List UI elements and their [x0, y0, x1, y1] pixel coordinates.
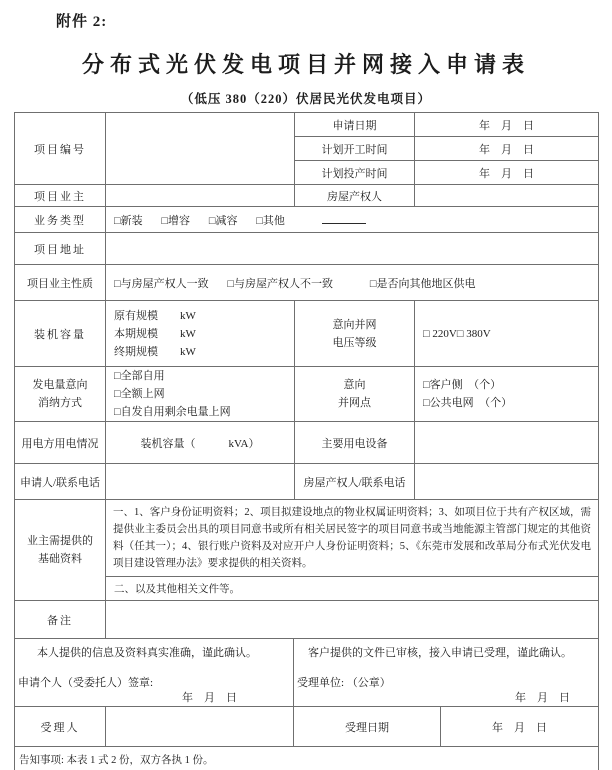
materials-label-line1: 业主需提供的: [27, 535, 93, 547]
final-scale-line[interactable]: 终期规模 kW: [114, 345, 196, 358]
house-owner-phone-label: 房屋产权人/联系电话: [295, 464, 415, 500]
original-scale-line[interactable]: 原有规模 kW: [114, 309, 196, 322]
checkbox-same-as-house-owner[interactable]: □与房屋产权人一致: [114, 277, 209, 290]
plan-production-field[interactable]: 年 月 日: [415, 161, 599, 185]
owner-nature-label: 项目业主性质: [15, 265, 106, 301]
consumption-options: [106, 367, 295, 422]
applicant-confirmation-cell: [15, 639, 294, 707]
acceptor-label: 受理人: [15, 707, 106, 747]
checkbox-all-self-use[interactable]: □全部自用: [114, 370, 165, 382]
grid-point-label-line2: 并网点: [338, 397, 371, 409]
voltage-level-label: [295, 301, 415, 367]
applicant-phone-field[interactable]: [106, 464, 295, 500]
project-owner-label: 项目业主: [15, 185, 106, 207]
checkbox-customer-side[interactable]: □客户侧 （个）: [423, 379, 502, 391]
checkbox-supply-other-area[interactable]: □是否向其他地区供电: [369, 277, 476, 290]
other-blank-line[interactable]: [322, 212, 366, 224]
acceptance-sign-date[interactable]: 年 月 日: [515, 692, 570, 704]
apply-date-label: 申请日期: [295, 113, 415, 137]
checkbox-capacity-decrease[interactable]: □减容: [208, 214, 238, 227]
voltage-label-line1: 意向并网: [332, 318, 377, 331]
acceptance-statement: 客户提供的文件已审核，接入申请已受理，谨此确认。: [308, 647, 572, 659]
checkbox-other[interactable]: □其他: [256, 214, 285, 227]
business-type-label: 业务类型: [15, 207, 106, 233]
checkbox-all-to-grid[interactable]: □全额上网: [114, 388, 165, 400]
project-address-field[interactable]: [106, 233, 599, 265]
applicant-statement: 本人提供的信息及资料真实准确，谨此确认。: [37, 647, 257, 659]
acceptor-section: [14, 706, 599, 747]
checkbox-capacity-increase[interactable]: □增容: [161, 214, 191, 227]
project-address-label: 项目地址: [15, 233, 106, 265]
remark-label: 备注: [15, 601, 106, 639]
consumption-label-line2: 消纳方式: [38, 397, 82, 409]
installed-capacity-fields[interactable]: [106, 301, 295, 367]
application-form-table: [14, 112, 598, 770]
plan-start-label: 计划开工时间: [295, 137, 415, 161]
acceptance-date-field[interactable]: 年 月 日: [441, 707, 599, 747]
plan-start-field[interactable]: 年 月 日: [415, 137, 599, 161]
plan-production-label: 计划投产时间: [295, 161, 415, 185]
house-owner-label: 房屋产权人: [295, 185, 415, 207]
checkbox-self-use-surplus-to-grid[interactable]: □自发自用剩余电量上网: [114, 406, 231, 418]
checkbox-new-install[interactable]: □新装: [114, 214, 143, 227]
required-materials-label: [15, 500, 106, 601]
installed-capacity-label: 装机容量: [15, 301, 106, 367]
voltage-options[interactable]: □ 220V□ 380V: [415, 301, 599, 367]
materials-item2-text: 二、以及其他相关文件等。: [106, 577, 599, 601]
consumption-label-line1: 发电量意向: [32, 379, 88, 391]
project-no-field[interactable]: [106, 113, 295, 185]
applicant-sign-date[interactable]: 年 月 日: [182, 692, 237, 704]
grid-point-label: [295, 367, 415, 422]
form-title: 分布式光伏发电项目并网接入申请表: [81, 52, 530, 77]
notice-text: 告知事项: 本表 1 式 2 份，双方各执 1 份。: [15, 747, 599, 770]
acceptance-date-label: 受理日期: [294, 707, 441, 747]
business-type-options: [106, 207, 599, 233]
confirmation-section: [14, 638, 599, 707]
power-usage-capacity-field[interactable]: 装机容量（ kVA）: [106, 422, 295, 464]
grid-point-options: [415, 367, 599, 422]
acceptance-unit-seal-label[interactable]: 受理单位: （公章）: [297, 677, 391, 689]
checkbox-public-grid[interactable]: □公共电网 （个）: [423, 397, 513, 409]
attachment-label: 附件 2:: [56, 14, 108, 30]
materials-item1-text: 一、1、客户身份证明资料；2、项目拟建设地点的物业权属证明资料；3、如项目位于共有产权区域，需提供业主委员会出具的项目同意书或所有相关居民签字的项目同意书或当地能源主管部门规定的其他资料（任其一）；4、银行账户资料及对应开户人身份证明资料；5、《东莞市发展和改革局分布式光伏发电项目建设管理办法》要求提供的相关资料。: [106, 500, 599, 577]
grid-point-label-line1: 意向: [343, 379, 366, 391]
acceptance-confirmation-cell: [294, 639, 599, 707]
power-usage-label: 用电方用电情况: [15, 422, 106, 464]
main-equipment-field[interactable]: [415, 422, 599, 464]
main-equipment-label: 主要用电设备: [295, 422, 415, 464]
house-owner-phone-field[interactable]: [415, 464, 599, 500]
owner-nature-options: [106, 265, 599, 301]
applicant-signature-label[interactable]: 申请个人（受委托人）签章:: [18, 677, 154, 689]
house-owner-field[interactable]: [415, 185, 599, 207]
voltage-label-line2: 电压等级: [332, 336, 377, 349]
notice-section: [14, 746, 599, 770]
acceptor-field[interactable]: [106, 707, 294, 747]
apply-date-field[interactable]: 年 月 日: [415, 113, 599, 137]
project-owner-field[interactable]: [106, 185, 295, 207]
applicant-phone-label: 申请人/联系电话: [15, 464, 106, 500]
consumption-mode-label: [15, 367, 106, 422]
materials-label-line2: 基础资料: [38, 553, 82, 565]
remark-field[interactable]: [106, 601, 599, 639]
form-subtitle: （低压 380（220）伏居民光伏发电项目）: [180, 92, 432, 106]
main-form-section: [14, 112, 599, 639]
current-scale-line[interactable]: 本期规模 kW: [114, 327, 196, 340]
project-no-label: 项目编号: [15, 113, 106, 185]
checkbox-not-same-as-house-owner[interactable]: □与房屋产权人不一致: [227, 277, 334, 290]
